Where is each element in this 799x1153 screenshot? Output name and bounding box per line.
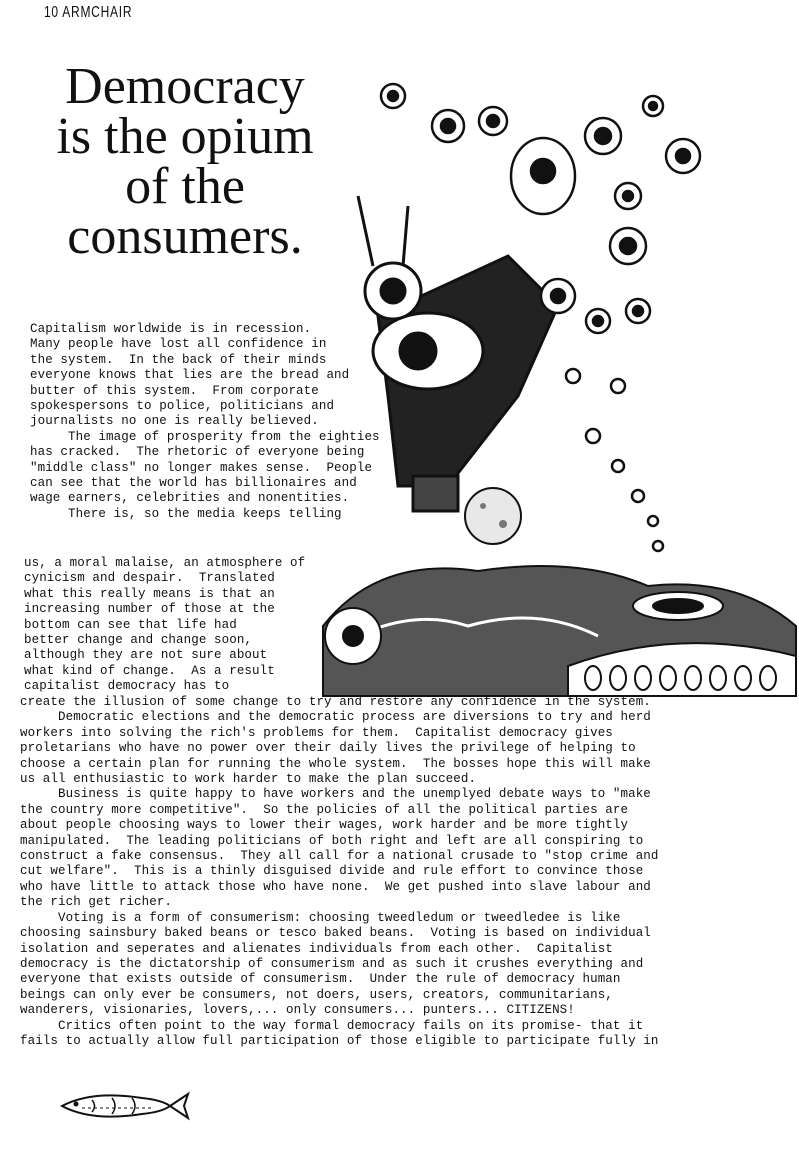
title-line: Democracy: [65, 58, 305, 115]
text-line: beings can only ever be consumers, not doers, users, creators, communitarians,: [20, 987, 613, 1002]
text-line: the country more competitive". So the policies of all the political parties are: [20, 802, 629, 817]
text-line: who have little to attack those who have none. We get pushed into slave labour and: [20, 879, 651, 894]
title-line: of the: [125, 158, 245, 215]
text-line: isolation and seperates and alienates individuals from each other. Capitalist: [20, 941, 613, 956]
text-line: construct a fake consensus. They all call for a national crusade to "stop crime and: [20, 849, 659, 864]
article-title: [20, 58, 350, 265]
text-line: what this really means is that an: [24, 586, 275, 601]
text-line: the rich get richer.: [20, 895, 173, 910]
text-line: the system. In the back of their minds: [30, 352, 327, 367]
text-line: has cracked. The rhetoric of everyone being: [30, 445, 365, 460]
text-line: There is, so the media keeps telling: [30, 506, 342, 521]
text-line: can see that the world has billionaires and: [30, 476, 357, 491]
text-line: about people choosing ways to lower their wages, work harder and be more tightly: [20, 818, 629, 833]
title-line: is the opium: [56, 108, 314, 165]
text-line: Voting is a form of consumerism: choosing tweedledum or tweedledee is like: [20, 910, 621, 925]
text-line: although they are not sure about: [24, 648, 268, 663]
fish-icon: [52, 1086, 192, 1126]
body-column-upper: [30, 322, 420, 522]
text-line: everyone knows that lies are the bread and: [30, 368, 350, 383]
text-line: Critics often point to the way formal democracy fails on its promise- that it: [20, 1018, 644, 1033]
text-line: wage earners, celebrities and nonentities.: [30, 491, 350, 506]
text-line: Capitalism worldwide is in recession.: [30, 322, 312, 336]
text-line: manipulated. The leading politicians of both right and left are all conspiring to: [20, 833, 644, 848]
text-line: Business is quite happy to have workers and the unemplyed debate ways to "make: [20, 787, 651, 802]
text-line: proletarians who have no power over their daily lives the privilege of helping to: [20, 741, 636, 756]
text-line: wanderers, visionaries, lovers,... only consumers... punters... CITIZENS!: [20, 1003, 575, 1018]
text-line: spokespersons to police, politicians and: [30, 399, 335, 414]
text-line: what kind of change. As a result: [24, 663, 275, 678]
text-line: us, a moral malaise, an atmosphere of: [24, 556, 306, 570]
text-line: journalists no one is really believed.: [30, 414, 319, 429]
text-line: choose a certain plan for running the whole system. The bosses hope this will make: [20, 756, 651, 771]
title-line: consumers.: [67, 208, 303, 265]
body-column-narrow: [24, 556, 324, 695]
text-line: increasing number of those at the: [24, 602, 275, 617]
planet-sphere: [465, 488, 521, 544]
text-line: cut welfare". This is a thinly disguised divide and rule effort to convince those: [20, 864, 644, 879]
text-line: The image of prosperity from the eighties: [30, 429, 380, 444]
text-line: butter of this system. From corporate: [30, 383, 319, 398]
text-line: Many people have lost all confidence in: [30, 337, 327, 352]
text-line: us all enthusiastic to work harder to make the plan succeed.: [20, 772, 477, 787]
text-line: bottom can see that life had: [24, 617, 237, 632]
text-line: Democratic elections and the democratic process are diversions to try and herd: [20, 710, 651, 725]
body-full-width: [20, 695, 760, 1049]
text-line: create the illusion of some change to try and restore any confidence in the system.: [20, 695, 651, 709]
text-line: better change and change soon,: [24, 633, 253, 648]
text-line: democracy is the dictatorship of consumerism and as such it crushes everything and: [20, 956, 644, 971]
text-line: everyone that exists outside of consumerism. Under the rule of democracy human: [20, 972, 621, 987]
text-line: workers into solving the rich's problems for them. Capitalist democracy gives: [20, 725, 613, 740]
page-header: 10 ARMCHAIR: [44, 4, 133, 21]
alien-landscape: [323, 566, 796, 696]
text-line: capitalist democracy has to: [24, 679, 230, 694]
text-line: cynicism and despair. Translated: [24, 571, 275, 586]
text-line: fails to actually allow full participation of those eligible to participate fully in: [20, 1033, 659, 1048]
text-line: "middle class" no longer makes sense. People: [30, 460, 373, 475]
text-line: choosing sainsbury baked beans or tesco baked beans. Voting is based on individual: [20, 926, 651, 941]
